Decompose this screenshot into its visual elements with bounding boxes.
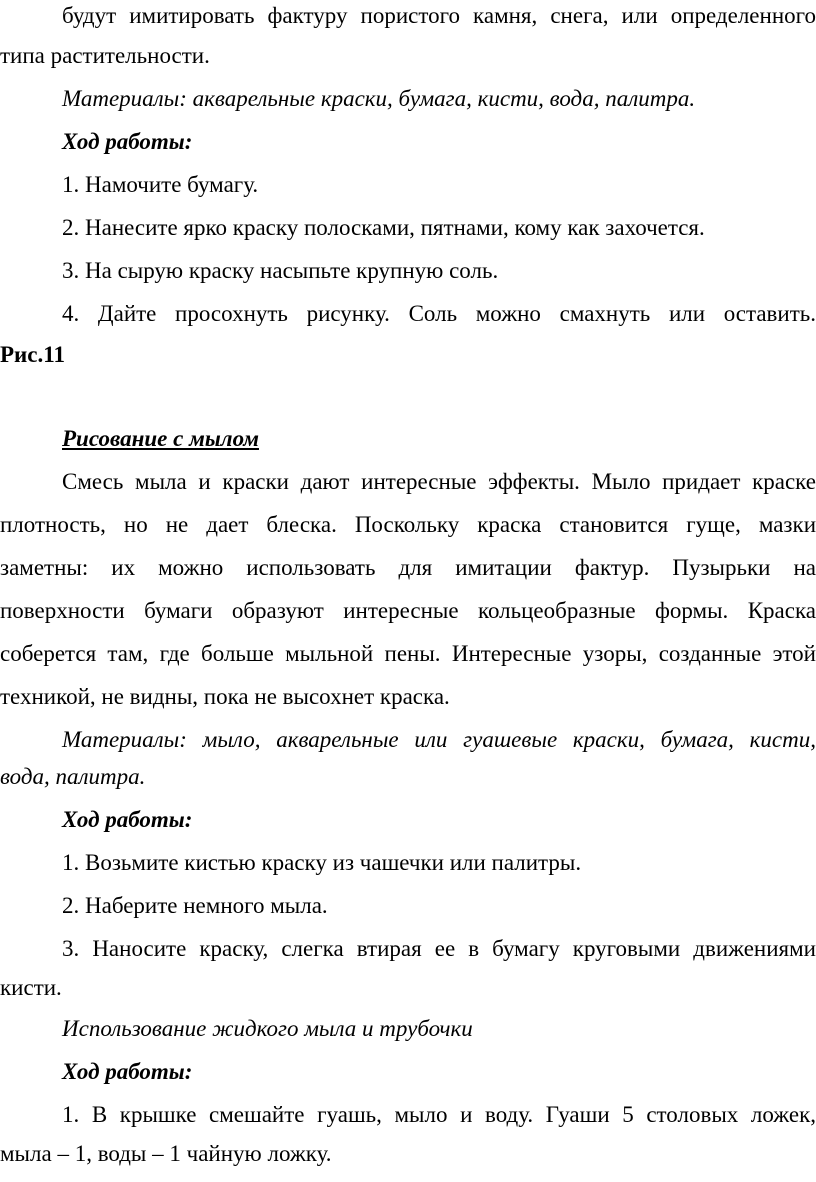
step-item: 3. На сырую краску насыпьте крупную соль. [62,258,499,283]
body-text-line: техникой, не видны, пока не высохнет краска. [0,684,450,709]
step-item: 1. Возьмите кистью краску из чашечки или палитры. [62,850,582,875]
step-item: 1. В крышке смешайте гуашь, мыло и воду. Гуаши 5 столовых ложек, [62,1102,816,1127]
subsection-heading: Использование жидкого мыла и трубочки [62,1016,473,1041]
body-text-line: заметны: их можно использовать для имитации фактур. Пузырьки на [0,555,816,580]
body-text-line: поверхности бумаги образуют интересные кольцеобразные формы. Краска [0,598,816,623]
steps-heading: Ход работы: [62,1059,193,1084]
step-item: 2. Наберите немного мыла. [62,893,328,918]
section-heading: Рисование с мылом [62,426,259,451]
intro-text-line-2: типа растительности. [0,43,210,68]
step-item: 1. Намочите бумагу. [62,172,259,197]
materials-line: Материалы: мыло, акварельные или гуашевые краски, бумага, кисти, [62,727,816,752]
body-text-line: Смесь мыла и краски дают интересные эффекты. Мыло придает краске [62,469,816,494]
steps-heading: Ход работы: [62,129,193,154]
materials-line: Материалы: акварельные краски, бумага, кисти, вода, палитра. [62,86,696,111]
steps-heading: Ход работы: [62,807,193,832]
body-text-line: плотность, но не дает блеска. Поскольку краска становится гуще, мазки [0,512,816,537]
step-item: 2. Нанесите ярко краску полосками, пятнами, кому как захочется. [62,215,705,240]
step-item: 4. Дайте просохнуть рисунку. Соль можно смахнуть или оставить. [62,301,816,326]
step-item: мыла – 1, воды – 1 чайную ложку. [0,1141,332,1166]
materials-line: вода, палитра. [0,764,146,789]
body-text-line: соберется там, где больше мыльной пены. Интересные узоры, созданные этой [0,641,816,666]
figure-reference: Рис.11 [0,342,65,367]
step-item: 3. Наносите краску, слегка втирая ее в бумагу круговыми движениями [62,936,816,961]
intro-text-line-1: будут имитировать фактуру пористого камня, снега, или определенного [62,3,816,28]
step-item: кисти. [0,975,62,1000]
